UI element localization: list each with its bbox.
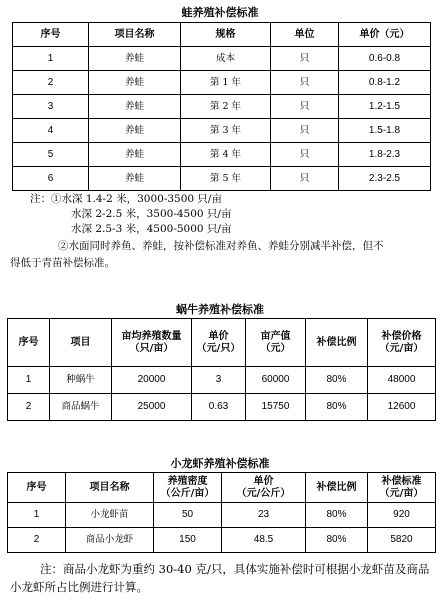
- cell: 48.5: [222, 528, 306, 553]
- col-header-index: 序号: [8, 319, 50, 367]
- cell: 6: [13, 167, 89, 191]
- cell: 150: [154, 528, 222, 553]
- col-header-item: 项目: [50, 319, 112, 367]
- table-row: [13, 47, 431, 71]
- cell: 第 3 年: [181, 119, 271, 143]
- table-row: [13, 143, 431, 167]
- cell: 1.8-2.3: [339, 143, 431, 167]
- cell: 只: [271, 47, 339, 71]
- col-header-item: 项目名称: [66, 473, 154, 503]
- snail-table-title: 蜗牛养殖补偿标准: [176, 303, 264, 316]
- cell: 第 4 年: [181, 143, 271, 167]
- frog-note-1: 注：①水深 1.4-2 米，3000-3500 只/亩: [30, 193, 222, 205]
- cell: 0.8-1.2: [339, 71, 431, 95]
- col-header-ratio: 补偿比例: [306, 473, 368, 503]
- col-header-standard: 补偿标准 （元/亩）: [368, 473, 436, 503]
- cell: 5820: [368, 528, 436, 553]
- crayfish-table-title: 小龙虾养殖补偿标准: [170, 457, 270, 470]
- cell: 小龙虾苗: [66, 503, 154, 528]
- col-header-density: 养殖密度 （公斤/亩）: [154, 473, 222, 503]
- snail-header-row: [8, 319, 436, 367]
- snail-table: [7, 318, 436, 421]
- col-header-index: 序号: [8, 473, 66, 503]
- cell: 5: [13, 143, 89, 167]
- cell: 只: [271, 143, 339, 167]
- cell: 1.5-1.8: [339, 119, 431, 143]
- table-row: [13, 71, 431, 95]
- cell: 养蛙: [89, 47, 181, 71]
- cell: 80%: [306, 367, 368, 394]
- col-header-unit: 单位: [271, 23, 339, 47]
- cell: 养蛙: [89, 95, 181, 119]
- table-row: [13, 119, 431, 143]
- crayfish-note: 注：商品小龙虾为重约 30-40 克/只，具体实施补偿时可根据小龙虾苗及商品小龙虾所占比例进行计算。: [10, 562, 430, 594]
- frog-note-2: 水深 2-2.5 米，3500-4500 只/亩: [71, 208, 232, 220]
- col-header-item: 项目名称: [89, 23, 181, 47]
- cell: 只: [271, 71, 339, 95]
- cell: 3: [13, 95, 89, 119]
- table-row: [8, 503, 436, 528]
- cell: 第 5 年: [181, 167, 271, 191]
- col-header-index: 序号: [13, 23, 89, 47]
- cell: 48000: [368, 367, 436, 394]
- frog-note-5: 得低于青苗补偿标准。: [10, 257, 115, 269]
- cell: 20000: [112, 367, 192, 394]
- cell: 只: [271, 119, 339, 143]
- cell: 第 1 年: [181, 71, 271, 95]
- cell: 第 2 年: [181, 95, 271, 119]
- cell: 1: [8, 503, 66, 528]
- cell: 80%: [306, 394, 368, 421]
- col-header-output: 亩产值 （元）: [246, 319, 306, 367]
- cell: 3: [192, 367, 246, 394]
- cell: 2: [8, 528, 66, 553]
- cell: 920: [368, 503, 436, 528]
- cell: 4: [13, 119, 89, 143]
- cell: 养蛙: [89, 119, 181, 143]
- cell: 25000: [112, 394, 192, 421]
- cell: 只: [271, 167, 339, 191]
- frog-note-4: ②水面同时养鱼、养蛙，按补偿标准对养鱼、养蛙分别减半补偿，但不: [58, 240, 384, 252]
- cell: 2: [8, 394, 50, 421]
- cell: 60000: [246, 367, 306, 394]
- col-header-spec: 规格: [181, 23, 271, 47]
- cell: 80%: [306, 503, 368, 528]
- col-header-ratio: 补偿比例: [306, 319, 368, 367]
- cell: 80%: [306, 528, 368, 553]
- frog-table-title: 蛙养殖补偿标准: [181, 6, 259, 19]
- table-row: [8, 367, 436, 394]
- col-header-price: 单价 （元/只）: [192, 319, 246, 367]
- cell: 养蛙: [89, 71, 181, 95]
- cell: 养蛙: [89, 143, 181, 167]
- cell: 23: [222, 503, 306, 528]
- table-row: [8, 528, 436, 553]
- cell: 15750: [246, 394, 306, 421]
- col-header-price: 单价（元）: [339, 23, 431, 47]
- col-header-price: 单价 （元/公斤）: [222, 473, 306, 503]
- crayfish-table: [7, 472, 436, 553]
- frog-header-row: [13, 23, 431, 47]
- table-row: [13, 167, 431, 191]
- cell: 50: [154, 503, 222, 528]
- cell: 2: [13, 71, 89, 95]
- cell: 商品蜗牛: [50, 394, 112, 421]
- table-row: [8, 394, 436, 421]
- cell: 成本: [181, 47, 271, 71]
- cell: 2.3-2.5: [339, 167, 431, 191]
- col-header-compensation: 补偿价格 （元/亩）: [368, 319, 436, 367]
- cell: 只: [271, 95, 339, 119]
- table-row: [13, 95, 431, 119]
- cell: 养蛙: [89, 167, 181, 191]
- cell: 商品小龙虾: [66, 528, 154, 553]
- cell: 12600: [368, 394, 436, 421]
- cell: 0.6-0.8: [339, 47, 431, 71]
- frog-table: [12, 22, 431, 191]
- frog-note-3: 水深 2.5-3 米，4500-5000 只/亩: [71, 223, 232, 235]
- cell: 种蜗牛: [50, 367, 112, 394]
- cell: 1: [13, 47, 89, 71]
- cell: 0.63: [192, 394, 246, 421]
- cell: 1: [8, 367, 50, 394]
- cell: 1.2-1.5: [339, 95, 431, 119]
- col-header-quantity: 亩均养殖数量 （只/亩）: [112, 319, 192, 367]
- crayfish-header-row: [8, 473, 436, 503]
